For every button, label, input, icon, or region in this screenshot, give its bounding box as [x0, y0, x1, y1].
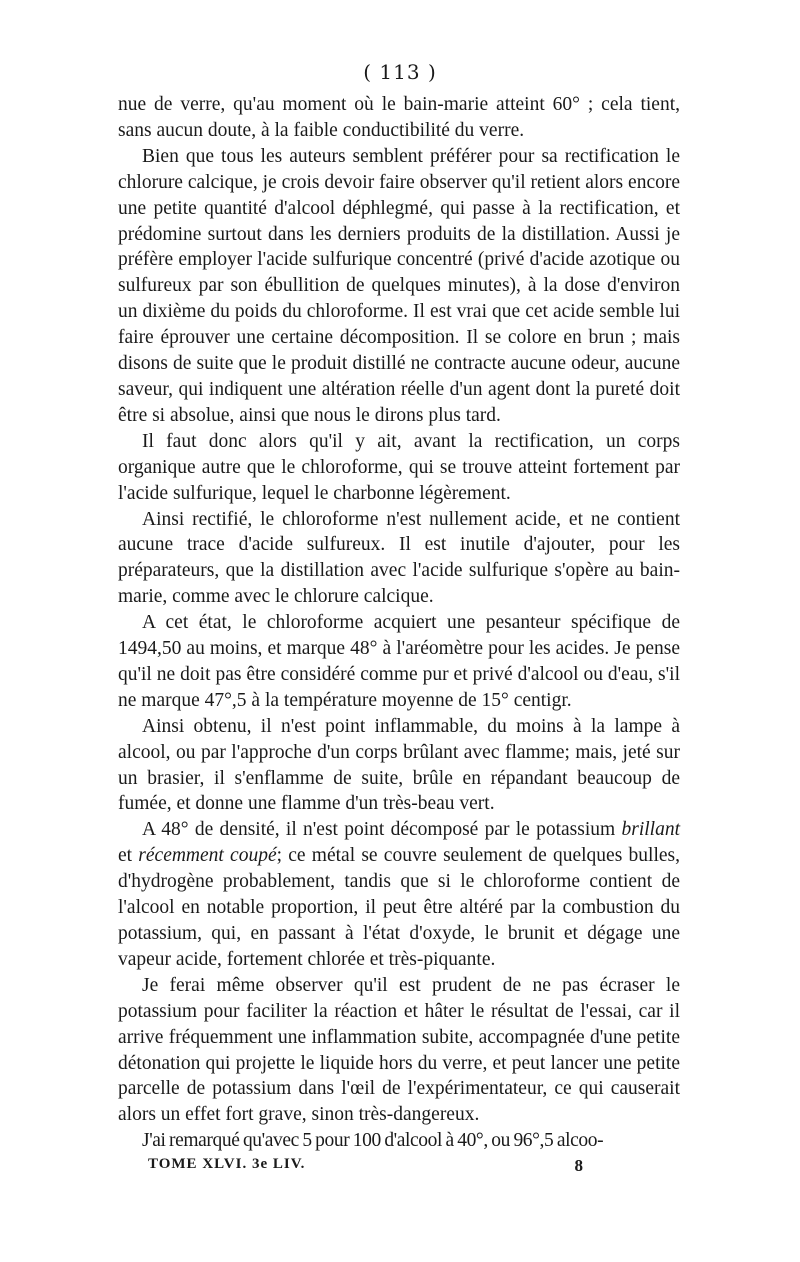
paragraph [118, 817, 680, 972]
paragraph: J'ai remarqué qu'avec 5 pour 100 d'alcool à 40°, ou 96°,5 alcoo- [142, 1130, 604, 1152]
paragraph-text: A 48° de densité, il n'est point décomposé par le potassium [142, 819, 622, 841]
page-number: ( 113 ) [363, 60, 437, 84]
page-body [118, 92, 680, 1154]
paragraph-text: et [118, 845, 139, 867]
paragraph: nue de verre, qu'au moment où le bain-marie atteint 60° ; cela tient, sans aucun doute, à la faible conductibilité du verre. [118, 94, 680, 141]
italic-term: brillant [621, 819, 680, 841]
paragraph: Il faut donc alors qu'il y ait, avant la rectification, un corps organique autre que le chloroforme, qui se trouve atteint fortement par l'acide sulfurique, lequel le charbonne légèrement. [118, 430, 680, 504]
paragraph: Ainsi rectifié, le chloroforme n'est nullement acide, et ne contient aucune trace d'acide sulfureux. Il est inutile d'ajouter, pour les préparateurs, que la distillation avec l'acide sulfurique s'opère au bain-marie, comme avec le chlorure calcique. [118, 508, 680, 608]
volume-label: TOME XLVI. 3e LIV. [148, 1156, 306, 1172]
paragraph: Ainsi obtenu, il n'est point inflammable, du moins à la lampe à alcool, ou par l'approche d'un corps brûlant avec flamme; mais, jeté sur un brasier, il s'enflamme de suite, brûle en répandant beaucoup de fumée, et donne une flamme d'un très-beau vert. [118, 715, 680, 815]
paragraph: Bien que tous les auteurs semblent préférer pour sa rectification le chlorure calcique, je crois devoir faire observer qu'il retient alors encore une petite quantité d'alcool déphlegmé, qui passe à la rectification, et prédomine surtout dans les derniers produits de la distillation. Aussi je préfère employer l'acide sulfurique concentré (privé d'acide azotique ou sulfureux par son ébullition de quelques minutes), à la dose d'environ un dixième du poids du chloroforme. Il est vrai que cet acide semble lui faire éprouver une certaine décomposition. Il se colore en brun ; mais disons de suite que le produit distillé ne contracte aucune odeur, aucune saveur, qui indiquent une altération réelle d'un agent dont la pureté doit être si absolue, ainsi que nous le dirons plus tard. [118, 145, 680, 426]
paragraph: Je ferai même observer qu'il est prudent de ne pas écraser le potassium pour faciliter la réaction et hâter le résultat de l'essai, car il arrive fréquemment une inflammation subite, accompagnée d'une petite détonation qui projette le liquide hors du verre, et peut lancer une petite parcelle de potassium dans l'œil de l'expérimentateur, ce qui causerait alors un effet fort grave, sinon très-dangereux. [118, 974, 680, 1126]
signature-mark: 8 [574, 1156, 584, 1175]
italic-term: récemment coupé [138, 845, 277, 867]
paragraph: A cet état, le chloroforme acquiert une pesanteur spécifique de 1494,50 au moins, et marque 48° à l'aréomètre pour les acides. Je pense qu'il ne doit pas être considéré comme pur et privé d'alcool ou d'eau, s'il ne marque 47°,5 à la température moyenne de 15° centigr. [118, 612, 680, 711]
footer [148, 1156, 584, 1173]
paragraph-text: ; ce métal se couvre seulement de quelques bulles, d'hydrogène probablement, tandis que si le chloroforme contient de l'alcool en notable proportion, il peut être altéré par la combustion du potassium, qui, en passant à l'état d'oxyde, le brunit et dégage une vapeur acide, fortement chlorée et très-piquante. [118, 845, 680, 970]
